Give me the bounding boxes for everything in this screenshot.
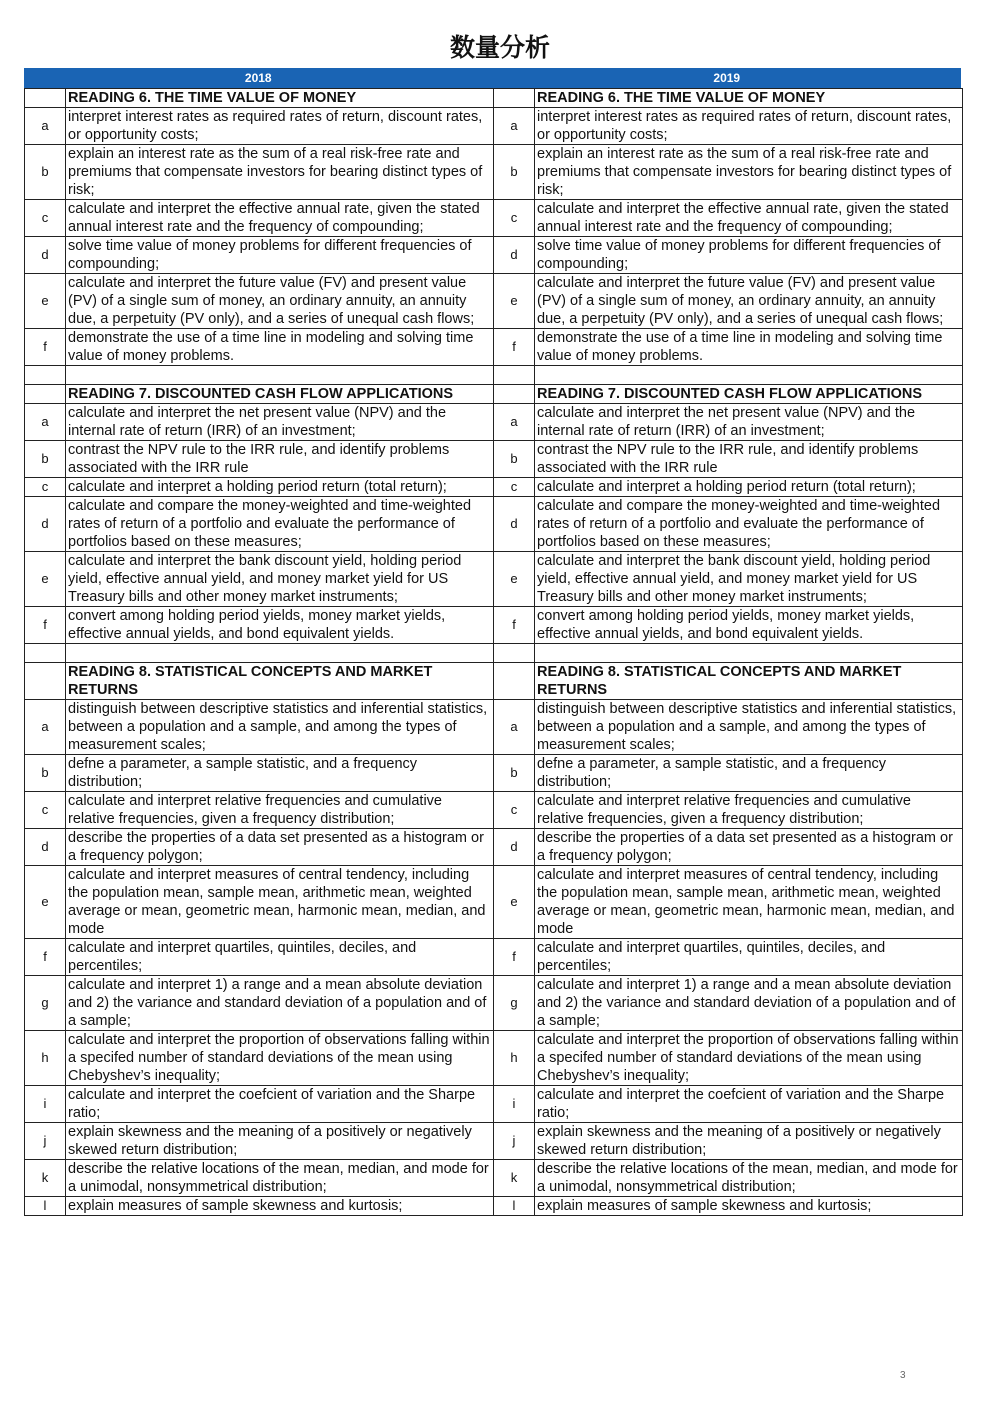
reading-title-2018: READING 7. DISCOUNTED CASH FLOW APPLICATIONS — [66, 385, 494, 404]
empty-cell — [494, 644, 535, 663]
table-row — [25, 329, 963, 366]
item-text-2018: calculate and interpret the net present value (NPV) and the internal rate of return (IRR) of an investment; — [66, 404, 494, 441]
curriculum-comparison-table — [24, 88, 963, 1216]
item-letter-2019: f — [494, 607, 535, 644]
item-text-2019: calculate and interpret the effective annual rate, given the stated annual interest rate and the frequency of compounding; — [535, 200, 963, 237]
empty-cell — [25, 385, 66, 404]
empty-cell — [494, 663, 535, 700]
item-text-2018: explain skewness and the meaning of a positively or negatively skewed return distribution; — [66, 1123, 494, 1160]
item-letter-2018: b — [25, 755, 66, 792]
item-text-2018: distinguish between descriptive statistics and inferential statistics, between a population and a sample, and among the types of measurement scales; — [66, 700, 494, 755]
table-row — [25, 552, 963, 607]
table-row — [25, 1197, 963, 1216]
item-letter-2019: d — [494, 237, 535, 274]
item-text-2019: interpret interest rates as required rates of return, discount rates, or opportunity costs; — [535, 108, 963, 145]
item-letter-2019: c — [494, 478, 535, 497]
table-row — [25, 274, 963, 329]
item-letter-2018: c — [25, 478, 66, 497]
item-text-2019: demonstrate the use of a time line in modeling and solving time value of money problems. — [535, 329, 963, 366]
table-row — [25, 700, 963, 755]
item-letter-2019: e — [494, 552, 535, 607]
empty-cell — [25, 89, 66, 108]
item-letter-2019: c — [494, 200, 535, 237]
item-letter-2019: e — [494, 274, 535, 329]
item-text-2018: demonstrate the use of a time line in modeling and solving time value of money problems. — [66, 329, 494, 366]
item-text-2018: explain an interest rate as the sum of a real risk-free rate and premiums that compensate investors for bearing distinct types of risk; — [66, 145, 494, 200]
item-letter-2018: a — [25, 108, 66, 145]
table-row — [25, 478, 963, 497]
item-text-2018: describe the properties of a data set presented as a histogram or a frequency polygon; — [66, 829, 494, 866]
item-text-2018: calculate and interpret the coefcient of variation and the Sharpe ratio; — [66, 1086, 494, 1123]
item-letter-2019: b — [494, 145, 535, 200]
table-row — [25, 1086, 963, 1123]
table-row — [25, 237, 963, 274]
empty-cell — [25, 644, 66, 663]
item-letter-2019: f — [494, 939, 535, 976]
empty-cell — [66, 644, 494, 663]
table-row — [25, 1160, 963, 1197]
empty-cell — [494, 385, 535, 404]
item-text-2019: calculate and interpret the net present value (NPV) and the internal rate of return (IRR) of an investment; — [535, 404, 963, 441]
item-letter-2018: e — [25, 866, 66, 939]
item-letter-2019: e — [494, 866, 535, 939]
table-row — [25, 145, 963, 200]
reading-title-2018: READING 6. THE TIME VALUE OF MONEY — [66, 89, 494, 108]
item-text-2018: explain measures of sample skewness and kurtosis; — [66, 1197, 494, 1216]
item-text-2018: solve time value of money problems for different frequencies of compounding; — [66, 237, 494, 274]
item-text-2019: calculate and compare the money-weighted and time-weighted rates of return of a portfolio and evaluate the performance of portfolios based on these measures; — [535, 497, 963, 552]
item-text-2018: convert among holding period yields, money market yields, effective annual yields, and bond equivalent yields. — [66, 607, 494, 644]
item-text-2019: convert among holding period yields, money market yields, effective annual yields, and bond equivalent yields. — [535, 607, 963, 644]
item-letter-2018: a — [25, 700, 66, 755]
item-letter-2018: i — [25, 1086, 66, 1123]
item-letter-2018: e — [25, 552, 66, 607]
empty-cell — [494, 89, 535, 108]
item-text-2018: calculate and interpret relative frequencies and cumulative relative frequencies, given a frequency distribution; — [66, 792, 494, 829]
table-row — [25, 829, 963, 866]
table-row — [25, 792, 963, 829]
year-2018-label: 2018 — [244, 71, 272, 85]
item-text-2019: calculate and interpret 1) a range and a mean absolute deviation and 2) the variance and standard deviation of a population and of a sample; — [535, 976, 963, 1031]
table-row — [25, 1031, 963, 1086]
item-letter-2018: f — [25, 329, 66, 366]
spacer-row — [25, 366, 963, 385]
item-text-2019: explain measures of sample skewness and kurtosis; — [535, 1197, 963, 1216]
table-row — [25, 866, 963, 939]
item-letter-2019: f — [494, 329, 535, 366]
item-text-2019: calculate and interpret relative frequencies and cumulative relative frequencies, given a frequency distribution; — [535, 792, 963, 829]
item-letter-2018: f — [25, 607, 66, 644]
year-2019-label: 2019 — [713, 71, 741, 85]
item-letter-2018: d — [25, 497, 66, 552]
item-text-2019: explain skewness and the meaning of a positively or negatively skewed return distribution; — [535, 1123, 963, 1160]
item-letter-2018: g — [25, 976, 66, 1031]
item-text-2018: calculate and interpret the future value (FV) and present value (PV) of a single sum of money, an ordinary annuity, an annuity due, a perpetuity (PV only), and a series of unequal cash flows; — [66, 274, 494, 329]
item-text-2019: contrast the NPV rule to the IRR rule, and identify problems associated with the IRR rule — [535, 441, 963, 478]
table-row — [25, 976, 963, 1031]
item-letter-2018: h — [25, 1031, 66, 1086]
item-text-2018: describe the relative locations of the mean, median, and mode for a unimodal, nonsymmetrical distribution; — [66, 1160, 494, 1197]
table-row — [25, 404, 963, 441]
empty-cell — [494, 366, 535, 385]
item-text-2019: calculate and interpret the bank discount yield, holding period yield, effective annual yield, and money market yield for US Treasury bills and other money market instruments; — [535, 552, 963, 607]
table-row — [25, 200, 963, 237]
item-letter-2019: b — [494, 441, 535, 478]
item-letter-2019: a — [494, 700, 535, 755]
reading-title-2019: READING 8. STATISTICAL CONCEPTS AND MARKET RETURNS — [535, 663, 963, 700]
item-letter-2019: h — [494, 1031, 535, 1086]
item-letter-2018: b — [25, 441, 66, 478]
item-letter-2019: g — [494, 976, 535, 1031]
empty-cell — [25, 663, 66, 700]
item-letter-2018: d — [25, 237, 66, 274]
item-letter-2018: l — [25, 1197, 66, 1216]
item-letter-2019: j — [494, 1123, 535, 1160]
item-letter-2018: j — [25, 1123, 66, 1160]
table-row — [25, 607, 963, 644]
table-row — [25, 939, 963, 976]
item-text-2019: solve time value of money problems for different frequencies of compounding; — [535, 237, 963, 274]
item-letter-2019: b — [494, 755, 535, 792]
item-text-2019: defne a parameter, a sample statistic, and a frequency distribution; — [535, 755, 963, 792]
item-text-2018: calculate and interpret the proportion of observations falling within a specifed number of standard deviations of the mean using Chebyshev’s inequality; — [66, 1031, 494, 1086]
empty-cell — [66, 366, 494, 385]
item-text-2019: calculate and interpret the proportion of observations falling within a specifed number of standard deviations of the mean using Chebyshev’s inequality; — [535, 1031, 963, 1086]
item-letter-2018: k — [25, 1160, 66, 1197]
item-text-2018: calculate and interpret quartiles, quintiles, deciles, and percentiles; — [66, 939, 494, 976]
item-letter-2019: d — [494, 497, 535, 552]
item-letter-2019: l — [494, 1197, 535, 1216]
item-text-2018: contrast the NPV rule to the IRR rule, and identify problems associated with the IRR rule — [66, 441, 494, 478]
item-letter-2019: c — [494, 792, 535, 829]
item-letter-2018: a — [25, 404, 66, 441]
reading-title-2019: READING 6. THE TIME VALUE OF MONEY — [535, 89, 963, 108]
table-row — [25, 497, 963, 552]
item-letter-2018: c — [25, 200, 66, 237]
item-text-2019: calculate and interpret the coefcient of variation and the Sharpe ratio; — [535, 1086, 963, 1123]
item-letter-2019: a — [494, 108, 535, 145]
item-text-2018: calculate and compare the money-weighted and time-weighted rates of return of a portfolio and evaluate the performance of portfolios based on these measures; — [66, 497, 494, 552]
item-text-2018: calculate and interpret a holding period return (total return); — [66, 478, 494, 497]
item-text-2018: interpret interest rates as required rates of return, discount rates, or opportunity costs; — [66, 108, 494, 145]
item-letter-2018: d — [25, 829, 66, 866]
page-number: 3 — [900, 1370, 906, 1381]
item-letter-2019: k — [494, 1160, 535, 1197]
item-letter-2018: b — [25, 145, 66, 200]
reading-heading-row — [25, 385, 963, 404]
item-letter-2019: i — [494, 1086, 535, 1123]
item-text-2018: calculate and interpret 1) a range and a mean absolute deviation and 2) the variance and standard deviation of a population and of a sample; — [66, 976, 494, 1031]
year-header-bar — [24, 68, 961, 88]
spacer-row — [25, 644, 963, 663]
reading-title-2019: READING 7. DISCOUNTED CASH FLOW APPLICATIONS — [535, 385, 963, 404]
item-letter-2019: a — [494, 404, 535, 441]
table-row — [25, 755, 963, 792]
item-text-2018: calculate and interpret the bank discount yield, holding period yield, effective annual yield, and money market yield for US Treasury bills and other money market instruments; — [66, 552, 494, 607]
item-text-2019: calculate and interpret measures of central tendency, including the population mean, sample mean, arithmetic mean, weighted average or mean, geometric mean, harmonic mean, median, and mode — [535, 866, 963, 939]
reading-heading-row — [25, 663, 963, 700]
table-row — [25, 108, 963, 145]
item-text-2018: calculate and interpret measures of central tendency, including the population mean, sample mean, arithmetic mean, weighted average or mean, geometric mean, harmonic mean, median, and mode — [66, 866, 494, 939]
item-text-2019: explain an interest rate as the sum of a real risk-free rate and premiums that compensate investors for bearing distinct types of risk; — [535, 145, 963, 200]
reading-title-2018: READING 8. STATISTICAL CONCEPTS AND MARKET RETURNS — [66, 663, 494, 700]
empty-cell — [25, 366, 66, 385]
item-letter-2019: d — [494, 829, 535, 866]
item-text-2019: describe the relative locations of the mean, median, and mode for a unimodal, nonsymmetrical distribution; — [535, 1160, 963, 1197]
empty-cell — [535, 366, 963, 385]
page-title: 数量分析 — [449, 33, 550, 62]
item-text-2018: calculate and interpret the effective annual rate, given the stated annual interest rate and the frequency of compounding; — [66, 200, 494, 237]
item-text-2019: distinguish between descriptive statistics and inferential statistics, between a population and a sample, and among the types of measurement scales; — [535, 700, 963, 755]
item-text-2018: defne a parameter, a sample statistic, and a frequency distribution; — [66, 755, 494, 792]
table-body — [25, 89, 963, 1216]
item-text-2019: calculate and interpret the future value (FV) and present value (PV) of a single sum of money, an ordinary annuity, an annuity due, a perpetuity (PV only), and a series of unequal cash flows; — [535, 274, 963, 329]
item-letter-2018: c — [25, 792, 66, 829]
item-text-2019: describe the properties of a data set presented as a histogram or a frequency polygon; — [535, 829, 963, 866]
reading-heading-row — [25, 89, 963, 108]
item-letter-2018: f — [25, 939, 66, 976]
item-letter-2018: e — [25, 274, 66, 329]
table-row — [25, 441, 963, 478]
table-row — [25, 1123, 963, 1160]
item-text-2019: calculate and interpret quartiles, quintiles, deciles, and percentiles; — [535, 939, 963, 976]
item-text-2019: calculate and interpret a holding period return (total return); — [535, 478, 963, 497]
empty-cell — [535, 644, 963, 663]
